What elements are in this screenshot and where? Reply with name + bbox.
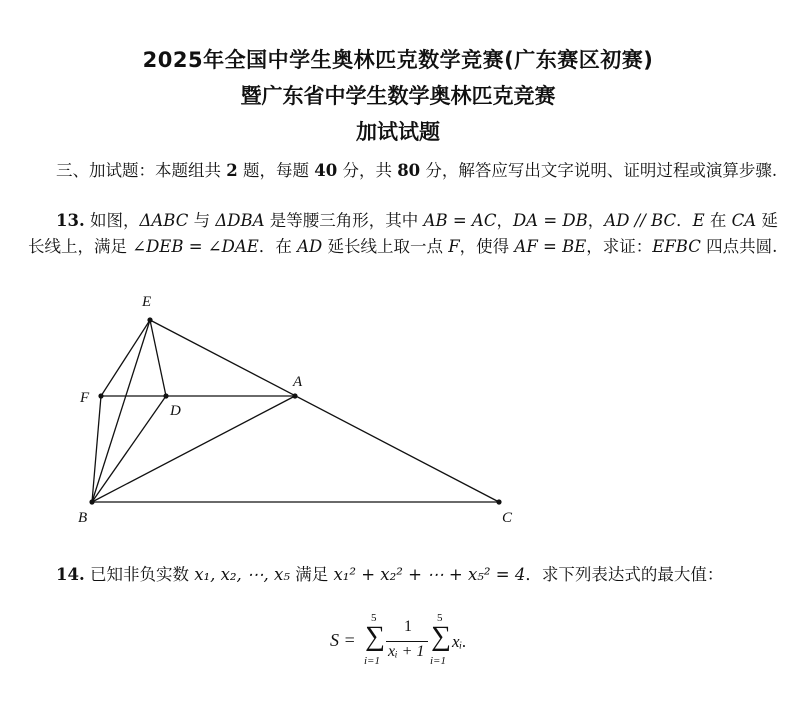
question-13: 13. 如图，ΔABC 与 ΔDBA 是等腰三角形，其中 AB = AC，DA = DB，AD // BC．E 在 CA 延长线上，满足 ∠DEB = ∠DAE．在 AD 延长线上取一点 F，使得 AF = BE，求证：EFBC 四点共圆. [28,211,778,256]
fraction-numerator: 1 [404,618,412,635]
question-number: 13. [56,211,85,230]
sum1-sigma: ∑ [365,621,385,652]
instructions-paragraph: 三、加试题：本题组共 2 题，每题 40 分，共 80 分，解答应写出文字说明、证明过程或演算步骤. [56,161,778,180]
fraction-bar [386,641,428,642]
formula-tail: xᵢ. [452,632,467,651]
title-line-3: 加试试题 [356,120,440,144]
fraction-denominator: xᵢ + 1 [388,643,425,660]
point-D [163,393,168,398]
label-A: A [293,374,303,390]
title-line-2: 暨广东省中学生数学奥林匹克竞赛 [240,84,556,108]
label-E: E [142,294,152,310]
point-A [292,393,297,398]
label-B: B [78,510,88,526]
sum2-lower: i=1 [430,655,446,667]
point-C [496,499,501,504]
formula-lhs: S = [330,630,356,650]
question-number: 14. [56,565,85,584]
formula-S [0,612,796,672]
point-F [98,393,103,398]
segment-EC [150,320,499,502]
sum1-upper: 5 [371,612,377,624]
label-D: D [170,403,181,419]
segment-EF [101,320,150,396]
segment-FB [92,396,101,502]
point-B [89,499,94,504]
question-14: 14. 已知非负实数 x₁, x₂, ⋯, x₅ 满足 x₁² + x₂² + ⋯ + x₅² = 4．求下列表达式的最大值： [56,565,724,584]
segment-EB [92,320,150,502]
label-F: F [80,390,90,406]
title-line-1: 2025年全国中学生奥林匹克数学竞赛(广东赛区初赛) [142,48,654,72]
point-E [147,317,152,322]
segment-DB [92,396,166,502]
sum1-lower: i=1 [364,655,380,667]
label-C: C [502,510,513,526]
segment-AB [92,396,295,502]
sum2-upper: 5 [437,612,443,624]
sum2-sigma: ∑ [431,621,451,652]
segment-ED [150,320,166,396]
